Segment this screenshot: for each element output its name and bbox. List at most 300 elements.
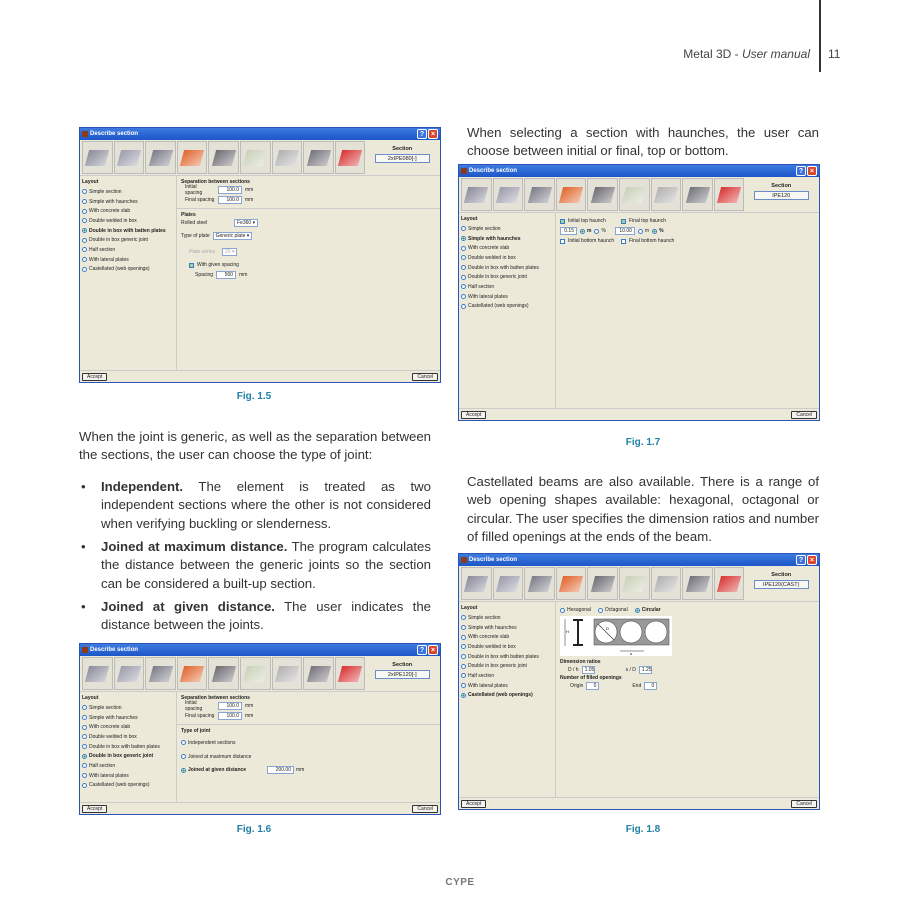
radio-percent[interactable] [652,226,663,236]
dialog-title: Describe section [90,131,139,137]
layout-option-label: With concrete slab [468,634,510,641]
layout-option-label: Double in box with batten plates [89,227,166,234]
radio-m[interactable] [638,226,649,236]
layout-option-label: Castellated (web openings) [89,266,150,273]
cancel-button[interactable]: Cancel [412,373,438,381]
radio-icon [82,725,87,730]
bullet-icon: • [81,479,86,494]
layout-option-label: Double in box generic joint [468,274,527,281]
radio-icon [461,255,466,260]
section-type-button-2[interactable] [493,567,524,600]
layout-option[interactable] [82,761,174,771]
layout-option[interactable] [82,265,174,275]
layout-option[interactable] [461,253,553,263]
sd-input[interactable]: 1.25 [639,666,652,674]
layout-option[interactable] [461,282,553,292]
accept-button[interactable]: Accept [461,800,486,808]
layout-option[interactable] [461,642,553,652]
layout-option[interactable] [461,681,553,691]
radio-m[interactable] [580,226,591,236]
describe-section-dialog-fig17 [458,164,820,421]
plate-type-value: Generic plate [215,233,246,239]
app-icon [461,557,467,563]
section-type-icon [180,666,204,682]
radio-icon [82,783,87,788]
section-type-icon [306,150,330,166]
end-input[interactable]: 0 [644,682,657,690]
radio-percent[interactable] [594,226,605,236]
radio-label: Independent sections [188,739,236,746]
section-type-button-4[interactable] [177,657,208,690]
layout-option-label: Simple section [468,225,501,232]
plate-type-label: Type of plate [181,233,210,239]
initial-spacing-input[interactable]: 100.0 [218,186,242,194]
plate-type-select[interactable]: Generic plate ▾ [213,232,253,240]
layout-option-label: Simple section [89,188,122,195]
close-button[interactable]: × [428,645,438,655]
final-spacing-input[interactable]: 100.0 [218,196,242,204]
section-type-button-3[interactable] [145,141,176,174]
layout-title: Layout [82,695,99,701]
dialog-body [459,213,819,409]
layout-option[interactable] [461,263,553,273]
initial-value-input[interactable]: 0.15 [560,227,577,235]
layout-option-label: With lateral plates [89,256,129,263]
radio-icon [461,284,466,289]
layout-option[interactable] [82,722,174,732]
layout-option[interactable] [461,652,553,662]
section-type-icon [338,150,362,166]
section-type-toolbar [80,656,440,692]
origin-input[interactable]: 0 [586,682,599,690]
section-type-button-6[interactable] [619,178,650,211]
section-label: Section [392,662,413,668]
cancel-button[interactable]: Cancel [791,411,817,419]
section-type-button-5[interactable] [208,657,239,690]
describe-section-dialog-fig16 [79,643,441,815]
layout-option[interactable] [82,781,174,791]
layout-option-label: Double in box with batten plates [468,264,539,271]
radio-octagonal[interactable] [598,605,628,615]
layout-option[interactable] [82,771,174,781]
section-type-icon [117,150,141,166]
spacing-label: Spacing [195,272,214,278]
layout-option[interactable] [82,235,174,245]
header-title [683,47,810,61]
radio-label: Hexagonal [567,607,591,613]
joint-type-title: Type of joint [181,728,211,734]
plate-series-value: 20 [225,249,231,255]
layout-option-label: Castellated (web openings) [89,782,150,789]
layout-option-label: Double in box generic joint [468,663,527,670]
layout-option[interactable] [82,245,174,255]
layout-option[interactable] [82,206,174,216]
bullet-title: Joined at maximum distance. [101,539,288,554]
layout-option-label: Simple section [89,704,122,711]
separation-title: Separation between sections [181,695,250,701]
layout-panel [459,602,556,798]
layout-option-label: Simple with haunches [89,198,138,205]
layout-option[interactable] [82,751,174,761]
accept-button[interactable]: Accept [82,805,107,813]
initial-spacing-label: Initial spacing [185,700,203,712]
layout-option[interactable] [461,691,553,701]
unit-label: mm [245,703,254,709]
layout-option[interactable] [461,292,553,302]
section-type-icon [527,576,551,592]
section-type-button-4[interactable] [556,178,587,211]
layout-title: Layout [461,605,478,611]
radio-label: % [601,228,606,234]
filled-openings-title: Number of filled openings [560,675,622,681]
section-type-button-4[interactable] [556,567,587,600]
section-type-icon [591,576,615,592]
section-type-button-6[interactable] [619,567,650,600]
layout-option[interactable] [461,234,553,244]
describe-section-dialog-fig15 [79,127,441,383]
layout-option[interactable] [82,197,174,207]
section-type-icon [306,666,330,682]
section-type-button-8[interactable] [682,567,713,600]
bullet-title: Joined at given distance. [101,599,275,614]
dialog-body [459,602,819,798]
radio-icon [461,644,466,649]
radio-icon [560,608,565,613]
section-type-icon [685,187,709,203]
layout-option-label: Double welded in box [89,217,137,224]
section-type-icon [338,666,362,682]
layout-option-label: Castellated (web openings) [468,303,529,310]
section-box [745,178,817,211]
section-type-button-8[interactable] [303,141,334,174]
section-type-button-1[interactable] [461,567,492,600]
section-type-icon [275,150,299,166]
radio-given-distance[interactable] [181,765,436,775]
sd-label: s / D [625,667,636,673]
right-panel [556,602,819,798]
dialog-buttons [459,408,819,420]
radio-icon [82,744,87,749]
radio-icon [461,654,466,659]
initial-spacing-input[interactable]: 100.0 [218,702,242,710]
layout-option-label: With lateral plates [89,772,129,779]
radio-icon [82,267,87,272]
section-type-button-9[interactable] [714,567,745,600]
dialog-buttons [80,370,440,382]
initial-bottom-haunch-checkbox[interactable] [560,239,565,244]
layout-option[interactable] [461,243,553,253]
separation-title: Separation between sections [181,179,250,185]
layout-title: Layout [82,179,99,185]
dialog-title: Describe section [469,557,518,563]
layout-option[interactable] [82,187,174,197]
final-value-input[interactable]: 10.00 [615,227,635,235]
section-type-button-1[interactable] [82,141,113,174]
layout-option-label: Double in box with batten plates [89,743,160,750]
unit-label: mm [239,272,248,278]
radio-icon [82,763,87,768]
section-type-button-8[interactable] [682,178,713,211]
layout-option-label: Simple with haunches [468,624,517,631]
layout-option-label: Double welded in box [468,643,516,650]
layout-option-label: With lateral plates [468,682,508,689]
radio-icon [82,189,87,194]
layout-option[interactable] [82,226,174,236]
help-button[interactable]: ? [417,645,427,655]
radio-icon [635,608,640,613]
paragraph-generic-joint: When the joint is generic, as well as the separation between the sections, the user can choose the type of joint: [79,429,431,463]
layout-option-label: Half section [468,283,495,290]
section-type-icon [527,187,551,203]
layout-option[interactable] [82,713,174,723]
section-type-button-3[interactable] [524,178,555,211]
section-type-button-2[interactable] [114,141,145,174]
cancel-button[interactable]: Cancel [791,800,817,808]
radio-hexagonal[interactable] [560,605,591,615]
bullet-icon: • [81,599,86,614]
bullet-title: Independent. [101,479,184,494]
accept-button[interactable]: Accept [82,373,107,381]
spacing-input[interactable]: 500 [216,271,236,279]
section-value: IPE120 [754,191,809,200]
final-spacing-input[interactable]: 100.0 [218,712,242,720]
layout-option[interactable] [461,623,553,633]
section-type-icon [464,187,488,203]
section-type-icon [117,666,141,682]
layout-option[interactable] [461,302,553,312]
radio-icon [461,673,466,678]
section-type-icon [654,576,678,592]
bullet-item [79,478,431,533]
figure-caption: Fig. 1.6 [236,824,272,835]
radio-label: m [644,228,650,234]
radio-icon [82,734,87,739]
radio-icon [82,209,87,214]
close-button[interactable]: × [807,555,817,565]
bullet-item [79,538,431,593]
section-type-button-8[interactable] [303,657,334,690]
radio-icon [461,693,466,698]
section-type-button-5[interactable] [587,178,618,211]
rolled-steel-select[interactable]: Fe360 ▾ [234,219,258,227]
layout-option-label: Half section [468,672,495,679]
radio-label: Octagonal [604,607,628,613]
dh-input[interactable]: 1.05 [582,666,595,674]
section-type-button-7[interactable] [651,178,682,211]
distance-input[interactable]: 200.00 [267,766,294,774]
rolled-steel-value: Fe360 [237,220,252,226]
cancel-button[interactable]: Cancel [412,805,438,813]
dialog-body [80,176,440,371]
layout-panel [80,692,177,803]
plate-series-label: Plate series [189,249,216,255]
layout-option-label: With lateral plates [468,293,508,300]
radio-icon [580,229,585,234]
section-type-button-3[interactable] [145,657,176,690]
section-type-button-1[interactable] [82,657,113,690]
layout-option-label: Double welded in box [468,254,516,261]
bullet-text: The user indicates the distance between the joints. [101,599,431,633]
section-type-icon [212,666,236,682]
section-type-button-7[interactable] [272,657,303,690]
radio-icon [461,265,466,270]
radio-icon [594,229,599,234]
section-type-button-6[interactable] [240,141,271,174]
layout-option[interactable] [82,216,174,226]
section-type-button-4[interactable] [177,141,208,174]
radio-circular[interactable] [635,605,661,615]
radio-icon [461,304,466,309]
section-type-button-7[interactable] [272,141,303,174]
radio-icon [82,705,87,710]
unit-label: mm [245,187,254,193]
section-type-button-1[interactable] [461,178,492,211]
section-type-icon [654,187,678,203]
layout-option-label: Simple section [468,614,501,621]
layout-option-label: Simple with haunches [468,235,521,242]
figure-caption: Fig. 1.7 [625,437,661,448]
help-button[interactable]: ? [796,166,806,176]
right-panel [177,176,440,371]
section-type-button-9[interactable] [714,178,745,211]
radio-max-distance[interactable] [181,752,436,762]
layout-option[interactable] [461,632,553,642]
section-type-button-5[interactable] [587,567,618,600]
right-panel [556,213,819,409]
layout-option-label: With concrete slab [468,245,510,252]
layout-option[interactable] [461,613,553,623]
section-type-button-2[interactable] [114,657,145,690]
section-type-button-2[interactable] [493,178,524,211]
radio-label: Circular [641,607,661,613]
layout-option-label: Double welded in box [89,733,137,740]
radio-icon [461,275,466,280]
radio-icon [461,236,466,241]
dh-label: D / h [568,667,579,673]
close-button[interactable]: × [807,166,817,176]
title-bar [80,644,440,656]
radio-icon [82,754,87,759]
layout-option[interactable] [461,224,553,234]
paragraph-haunches: When selecting a section with haunches, the user can choose between initial or final, top or bottom. [467,125,819,159]
section-type-toolbar [80,140,440,176]
layout-option[interactable] [82,255,174,265]
section-value: 2xIPE080[-] [375,154,430,163]
header-divider [819,0,821,72]
layout-option-label: Half section [89,762,116,769]
bullet-item [79,598,431,635]
origin-label: Origin [570,683,584,689]
footer-brand: CYPE [445,877,475,888]
section-type-button-7[interactable] [651,567,682,600]
initial-top-label: Initial top haunch [568,218,606,224]
section-type-button-6[interactable] [240,657,271,690]
layout-panel [459,213,556,409]
given-spacing-checkbox[interactable] [189,263,194,268]
layout-option-label: Double in box generic joint [89,753,154,760]
radio-icon [652,229,657,234]
app-icon [82,647,88,653]
layout-option[interactable] [461,661,553,671]
section-type-button-5[interactable] [208,141,239,174]
section-type-icon [685,576,709,592]
describe-section-dialog-fig18 [458,553,820,810]
section-type-toolbar [459,177,819,213]
given-spacing-label: With given spacing [197,262,239,268]
section-type-icon [243,666,267,682]
radio-icon [181,768,186,773]
section-type-button-3[interactable] [524,567,555,600]
radio-icon [82,218,87,223]
radio-icon [82,199,87,204]
section-type-icon [464,576,488,592]
dialog-buttons [459,797,819,809]
radio-icon [461,226,466,231]
radio-icon [598,608,603,613]
layout-option[interactable] [82,703,174,713]
unit-label: mm [245,713,254,719]
final-bottom-label: Final bottom haunch [629,238,675,244]
dimension-ratios-title: Dimension ratios [560,659,601,665]
final-spacing-label: Final spacing [185,713,215,719]
radio-icon [461,683,466,688]
radio-label: Joined at maximum distance [188,753,252,760]
section-type-icon [622,187,646,203]
initial-bottom-label: Initial bottom haunch [568,238,615,244]
h-label: H [566,629,569,634]
radio-icon [638,229,643,234]
section-type-button-9[interactable] [335,657,366,690]
section-type-icon [717,576,741,592]
radio-icon [82,247,87,252]
radio-icon [461,246,466,251]
section-type-icon [275,666,299,682]
radio-icon [82,715,87,720]
section-type-icon [148,150,172,166]
section-type-icon [243,150,267,166]
help-button[interactable]: ? [796,555,806,565]
radio-independent[interactable] [181,738,436,748]
initial-top-haunch-checkbox[interactable] [560,219,565,224]
final-top-label: Final top haunch [629,218,666,224]
help-button[interactable]: ? [417,129,427,139]
end-label: End [632,683,642,689]
layout-option[interactable] [461,272,553,282]
layout-option-label: Castellated (web openings) [468,692,533,699]
unit-label: mm [296,767,305,774]
layout-option[interactable] [82,742,174,752]
app-icon [461,168,467,174]
close-button[interactable]: × [428,129,438,139]
accept-button[interactable]: Accept [461,411,486,419]
section-type-icon [559,187,583,203]
plate-series-select: 20 ▾ [222,248,237,256]
layout-option[interactable] [461,671,553,681]
final-bottom-haunch-checkbox[interactable] [621,239,626,244]
layout-option[interactable] [82,732,174,742]
section-type-button-9[interactable] [335,141,366,174]
section-type-icon [717,187,741,203]
final-top-haunch-checkbox[interactable] [621,219,626,224]
radio-icon [461,664,466,669]
bullet-icon: • [81,539,86,554]
layout-option-label: Double in box with batten plates [468,653,539,660]
divider [177,208,440,209]
plates-title: Plates [181,212,196,218]
title-bar [459,554,819,566]
unit-label: mm [245,197,254,203]
dialog-buttons [80,802,440,814]
